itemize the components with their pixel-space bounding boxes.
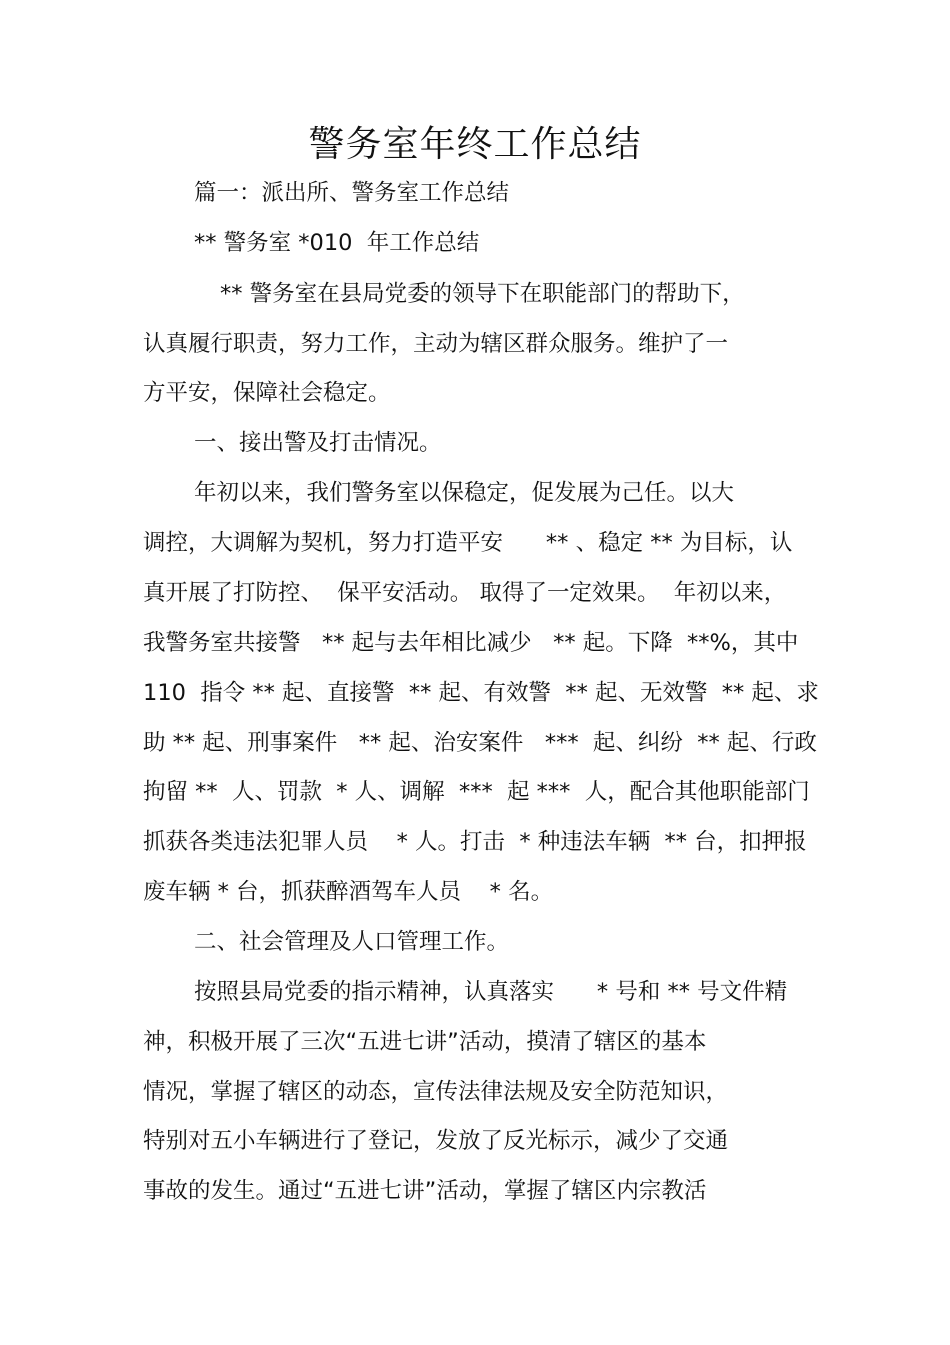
text-line: 按照县局党委的指示精神，认真落实 * 号和 ** 号文件精 — [194, 979, 788, 1005]
text-line: 110 指令 ** 起、直接警 ** 起、有效警 ** 起、无效警 ** 起、求 — [143, 680, 819, 706]
document-title: 警务室年终工作总结 — [308, 124, 642, 165]
text-line: 拘留 ** 人、罚款 * 人、调解 *** 起 *** 人，配合其他职能部门 — [143, 779, 810, 805]
text-line: 年初以来，我们警务室以保稳定，促发展为己任。以大 — [194, 480, 735, 506]
subtitle-line: ** 警务室 *010 年工作总结 — [194, 230, 480, 256]
text-line: 方平安，保障社会稳定。 — [143, 380, 391, 406]
text-line: 事故的发生。通过“五进七讲”活动，掌握了辖区内宗教活 — [143, 1178, 707, 1204]
text-line: 废车辆 * 台，抓获醉酒驾车人员 * 名。 — [143, 879, 554, 905]
text-line: ** 警务室在县局党委的领导下在职能部门的帮助下， — [220, 281, 745, 307]
section-heading: 二、社会管理及人口管理工作。 — [194, 929, 510, 955]
text-line: 真开展了打防控、 保平安活动。 取得了一定效果。 年初以来， — [143, 580, 787, 606]
text-line: 抓获各类违法犯罪人员 * 人。打击 * 种违法车辆 ** 台，扣押报 — [143, 829, 807, 855]
text-line: 我警务室共接警 ** 起与去年相比减少 ** 起。下降 **%，其中 — [143, 630, 799, 656]
section-heading: 篇一：派出所、警务室工作总结 — [194, 180, 510, 206]
text-line: 认真履行职责，努力工作，主动为辖区群众服务。维护了一 — [143, 331, 729, 357]
text-line: 助 ** 起、刑事案件 ** 起、治安案件 *** 起、纠纷 ** 起、行政 — [143, 730, 817, 756]
text-line: 特别对五小车辆进行了登记，发放了反光标示，减少了交通 — [143, 1128, 729, 1154]
section-heading: 一、接出警及打击情况。 — [194, 430, 442, 456]
text-line: 神，积极开展了三次“五进七讲”活动，摸清了辖区的基本 — [143, 1029, 707, 1055]
text-line: 调控，大调解为契机，努力打造平安 ** 、稳定 ** 为目标，认 — [143, 530, 793, 556]
text-line: 情况，掌握了辖区的动态，宣传法律法规及安全防范知识， — [143, 1079, 729, 1105]
